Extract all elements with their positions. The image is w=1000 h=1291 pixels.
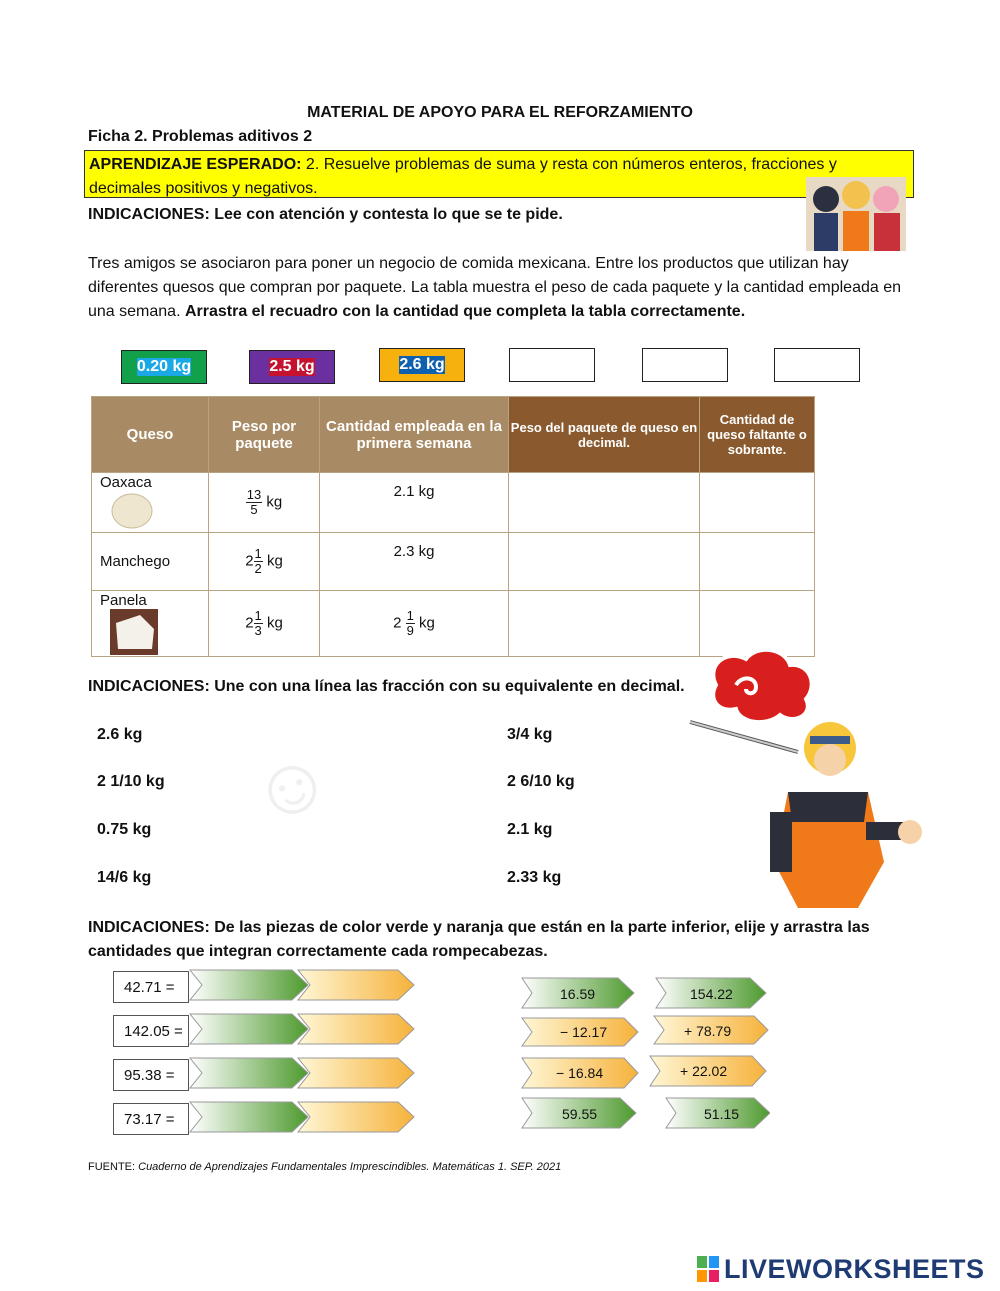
col-header-queso: Queso: [92, 397, 209, 473]
puzzle-drop-orange-0[interactable]: [304, 970, 409, 1000]
match-right-item[interactable]: 2.1 kg: [507, 821, 553, 838]
fraction: [254, 609, 263, 638]
puzzle-target-label: 73.17 =: [113, 1103, 189, 1135]
drop-zone-faltante[interactable]: [700, 473, 815, 533]
source-label: FUENTE:: [88, 1161, 139, 1173]
numerator: 13: [246, 487, 262, 502]
denominator: 9: [406, 623, 414, 638]
col-header-cantidad: Cantidad empleada en la primera semana: [320, 397, 509, 473]
peso-cell: [209, 591, 320, 657]
puzzle-piece[interactable]: 16.59: [560, 986, 596, 1002]
puzzle-drop-green-3[interactable]: [198, 1102, 303, 1132]
source-text: Cuaderno de Aprendizajes Fundamentales Imprescindibles. Matemáticas 1. SEP. 2021: [138, 1161, 562, 1173]
match-left-item[interactable]: 14/6 kg: [97, 869, 152, 886]
instructions-1: INDICACIONES: Lee con atención y contesta lo que se te pide.: [88, 206, 563, 223]
source-note: [88, 1161, 561, 1173]
liveworksheets-logo[interactable]: LIVEWORKSHEETS: [724, 1254, 985, 1284]
col-header-peso: Peso por paquete: [209, 397, 320, 473]
puzzle-target-label: 95.38 =: [113, 1059, 189, 1091]
aprendizaje-label: APRENDIZAJE ESPERADO:: [89, 156, 302, 173]
puzzle-drop-green-2[interactable]: [198, 1058, 303, 1088]
chip-2-5[interactable]: [249, 350, 335, 384]
unit: kg: [419, 614, 435, 632]
problem-text: [88, 252, 908, 324]
chip-label: 2.33 kg: [657, 356, 713, 373]
cheese-name-cell: [92, 473, 209, 533]
numerator: 1: [254, 546, 262, 561]
chip-2-6[interactable]: [379, 348, 465, 382]
puzzle-piece[interactable]: 154.22: [690, 986, 733, 1002]
problem-bold: Arrastra el recuadro con la cantidad que completa la tabla correctamente.: [184, 303, 746, 320]
chip-label: 0.5 kg: [529, 356, 575, 373]
drop-zone-decimal[interactable]: [509, 533, 700, 591]
cheese-name: Panela: [100, 592, 147, 609]
chip-label: 2.5 kg: [269, 358, 315, 375]
denominator: 5: [250, 502, 258, 517]
cantidad-cell: 2.1 kg: [320, 473, 509, 533]
denominator: 2: [254, 561, 262, 576]
puzzle-drop-orange-3[interactable]: [304, 1102, 409, 1132]
match-left-item[interactable]: 0.75 kg: [97, 821, 152, 838]
liveworksheets-logo-icon: [697, 1256, 721, 1282]
puzzle-piece[interactable]: + 22.02: [680, 1063, 728, 1079]
drop-zone-decimal[interactable]: [509, 591, 700, 657]
table-row: [92, 533, 815, 591]
puzzle-target-label: 142.05 =: [113, 1015, 189, 1047]
watermark: ☺: [237, 729, 345, 842]
whole: 2: [245, 614, 254, 632]
chip-2-33[interactable]: [642, 348, 728, 382]
puzzle-piece[interactable]: 51.15: [704, 1106, 740, 1122]
chip-label: 0.20 kg: [136, 358, 192, 375]
ficha-title: Ficha 2. Problemas aditivos 2: [88, 128, 313, 145]
numerator: 1: [406, 608, 414, 623]
chip-0-22[interactable]: [774, 348, 860, 382]
team-image: [806, 177, 906, 251]
puzzle-drop-green-0[interactable]: [198, 970, 303, 1000]
fraction: [406, 609, 415, 638]
col-header-faltante: Cantidad de queso faltante o sobrante.: [700, 397, 815, 473]
cheese-table: [91, 396, 815, 657]
chip-label: 2.6 kg: [399, 356, 445, 373]
match-left-item[interactable]: 2 1/10 kg: [97, 773, 165, 790]
match-right-item[interactable]: 2.33 kg: [507, 869, 562, 886]
match-left-item[interactable]: 2.6 kg: [97, 726, 143, 743]
page-title: MATERIAL DE APOYO PARA EL REFORZAMIENTO: [307, 104, 693, 121]
aprendizaje-text: 2. Resuelve problemas de suma y resta con números enteros, fracciones y decimales positivos y negativos.: [89, 156, 837, 197]
puzzle-drop-green-1[interactable]: [198, 1014, 303, 1044]
problem-body: Tres amigos se asociaron para poner un negocio de comida mexicana. Entre los productos que utilizan hay diferentes quesos que compran por paquete. La tabla muestra el peso de cada paquete y la cantidad empleada en una semana.: [88, 255, 902, 320]
whole: 2: [393, 614, 402, 632]
fraction: [246, 488, 262, 517]
instructions-2: INDICACIONES: Une con una línea las fracción con su equivalente en decimal.: [88, 678, 685, 695]
puzzle-piece[interactable]: 59.55: [562, 1106, 598, 1122]
aprendizaje-box: [84, 150, 914, 198]
match-right-item[interactable]: 2 6/10 kg: [507, 773, 575, 790]
puzzle-piece[interactable]: + 78.79: [684, 1023, 732, 1039]
puzzle-piece[interactable]: − 16.84: [556, 1065, 604, 1081]
whole: 2: [245, 552, 254, 570]
peso-cell: [209, 533, 320, 591]
puzzle-drop-orange-2[interactable]: [304, 1058, 409, 1088]
drop-zone-faltante[interactable]: [700, 533, 815, 591]
numerator: 1: [254, 608, 262, 623]
cheese-name: Oaxaca: [100, 474, 152, 491]
puzzle-target-label: 42.71 =: [113, 971, 189, 1003]
col-header-decimal: Peso del paquete de queso en decimal.: [509, 397, 700, 473]
chip-0-5[interactable]: [509, 348, 595, 382]
naruto-image: [688, 712, 924, 908]
puzzle-drop-orange-1[interactable]: [304, 1014, 409, 1044]
match-right-item[interactable]: 3/4 kg: [507, 726, 553, 743]
drop-zone-decimal[interactable]: [509, 473, 700, 533]
chip-label: 0.22 kg: [789, 356, 845, 373]
unit: kg: [266, 493, 283, 511]
chip-0-20[interactable]: [121, 350, 207, 384]
table-row: [92, 473, 815, 533]
unit: kg: [266, 614, 283, 632]
fraction: [254, 547, 263, 576]
peso-cell: [209, 473, 320, 533]
unit: kg: [266, 552, 283, 570]
cantidad-cell: [320, 591, 509, 657]
puzzle-piece[interactable]: − 12.17: [560, 1024, 608, 1040]
oaxaca-cheese-image: [110, 491, 154, 531]
panela-cheese-image: [110, 609, 158, 655]
cheese-name-cell: Manchego: [92, 533, 209, 591]
denominator: 3: [254, 623, 262, 638]
instructions-3: INDICACIONES: De las piezas de color verde y naranja que están en la parte inferior, elije y arrastra las cantidades que integran correctamente cada rompecabezas.: [88, 919, 870, 960]
cantidad-cell: 2.3 kg: [320, 533, 509, 591]
cheese-name-cell: [92, 591, 209, 657]
